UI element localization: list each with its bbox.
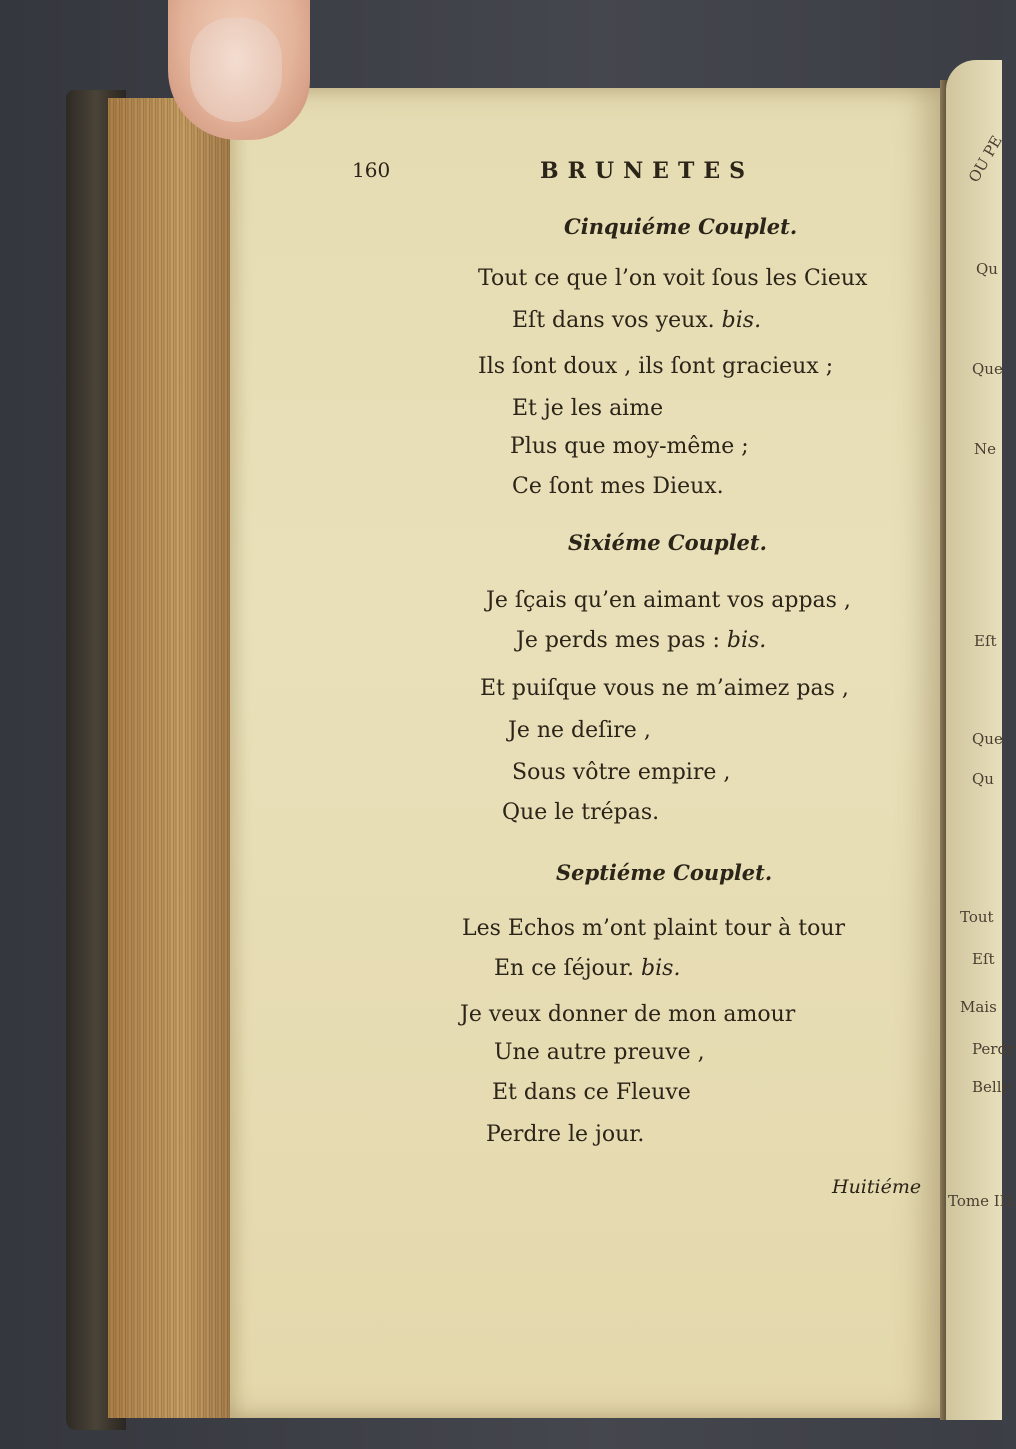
page-number: 160	[352, 158, 391, 182]
verse-line: Je veux donner de mon amour	[460, 1002, 796, 1027]
verse-line: En ce ſéjour. bis.	[494, 956, 681, 981]
verse-line: Une autre preuve ,	[494, 1040, 705, 1065]
facing-page-text: Tome III.	[948, 1192, 1016, 1210]
stanza-heading: Septiéme Couplet.	[556, 860, 773, 885]
verse-line: Perdre le jour.	[486, 1122, 645, 1147]
facing-page-text: Belle	[972, 1078, 1011, 1096]
verse-line: Je ſçais qu’en aimant vos appas ,	[486, 588, 851, 613]
verse-line: Eſt dans vos yeux. bis.	[512, 308, 762, 333]
verse-line: Je perds mes pas : bis.	[516, 628, 767, 653]
facing-page-text: Qu	[976, 260, 998, 278]
verse-line: Ils ſont doux , ils ſont gracieux ;	[478, 354, 834, 379]
verse-line: Sous vôtre empire ,	[512, 760, 731, 785]
facing-page-text: Eſt	[974, 632, 997, 650]
verse-line: Que le trépas.	[502, 800, 660, 825]
fingernail	[190, 18, 282, 122]
verse-line: Les Echos m’ont plaint tour à tour	[462, 916, 846, 941]
verse-line: Ce ſont mes Dieux.	[512, 474, 724, 499]
verse-line: Je ne deſire ,	[508, 718, 651, 743]
facing-page-text: Ne	[974, 440, 997, 458]
stanza-heading: Sixiéme Couplet.	[568, 530, 767, 555]
verse-line: Et je les aime	[512, 396, 664, 421]
bis-mark: bis.	[641, 956, 681, 981]
facing-page	[946, 60, 1016, 1420]
facing-page-text: Mais	[960, 998, 997, 1016]
page-edges	[108, 98, 232, 1418]
facing-page-text: OU PE	[964, 132, 1006, 186]
facing-page-text: Que	[972, 730, 1003, 748]
verse-line: Et dans ce Fleuve	[492, 1080, 691, 1105]
bis-mark: bis.	[721, 308, 762, 333]
verse-line: Plus que moy-même ;	[510, 434, 749, 459]
facing-page-text: Qu	[972, 770, 994, 788]
bis-mark: bis.	[726, 628, 767, 653]
facing-page-text: Tout	[960, 908, 994, 926]
running-head: BRUNETES	[540, 158, 754, 184]
finger	[168, 0, 310, 140]
catchword: Huitiéme	[832, 1176, 922, 1198]
facing-page-text: Perdr	[972, 1040, 1015, 1058]
stanza-heading: Cinquiéme Couplet.	[564, 214, 798, 239]
left-page	[230, 88, 942, 1418]
verse-line: Tout ce que l’on voit ſous les Cieux	[478, 266, 868, 291]
verse-line: Et puiſque vous ne m’aimez pas ,	[480, 676, 849, 701]
facing-page-text: Eſt	[972, 950, 995, 968]
facing-page-text: Que	[972, 360, 1003, 378]
